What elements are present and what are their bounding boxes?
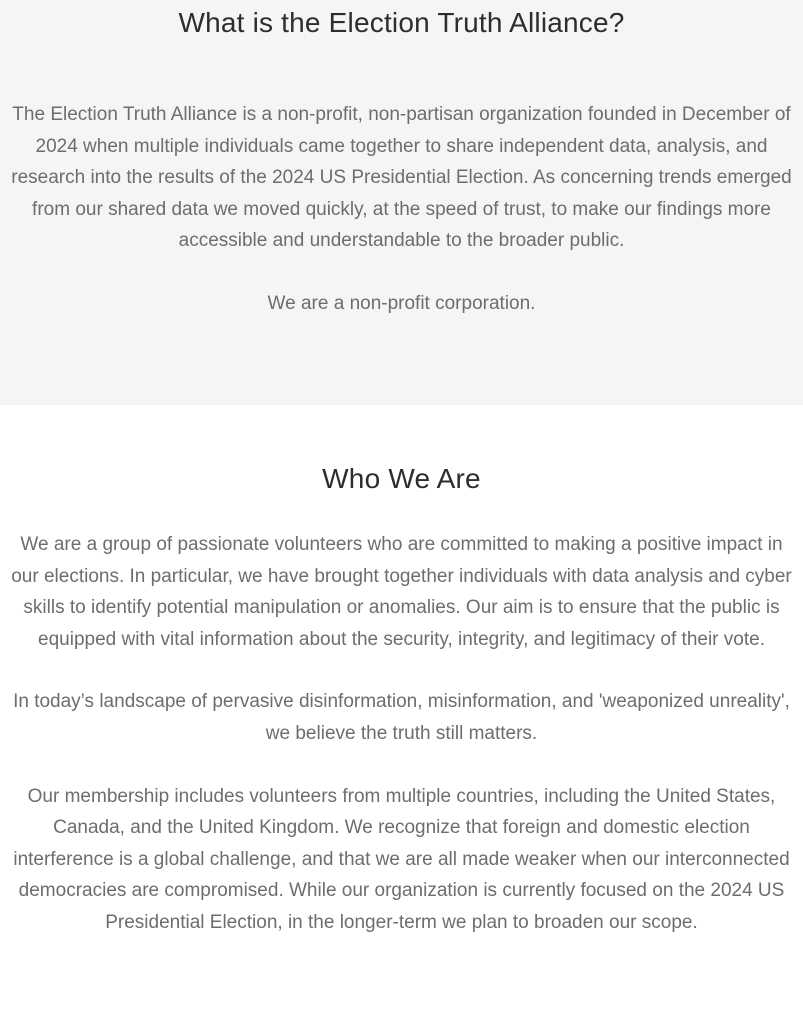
alliance-intro-paragraph: The Election Truth Alliance is a non-profit, non-partisan organization founded in December of 2024 when multiple individuals came together to share independent data, analysis, and research into the results of the 2024 US Presidential Election. As concerning trends emerged from our shared data we moved quickly, at the speed of trust, to make our findings more accessible and understandable to the broader public. xyxy=(11,104,792,252)
section-who-we-are xyxy=(0,405,803,1023)
what-is-alliance-heading: What is the Election Truth Alliance? xyxy=(178,7,625,38)
membership-paragraph: Our membership includes volunteers from multiple countries, including the United States, Canada, and the United Kingdom. We recognize that foreign and domestic election interference is a global challenge, and that we are all made weaker when our interconnected democracies are compromised. While our organization is currently focused on the 2024 US Presidential Election, in the longer-term we plan to broaden our scope. xyxy=(13,785,790,933)
non-profit-corporation-paragraph: We are a non-profit corporation. xyxy=(267,292,536,314)
who-we-are-heading: Who We Are xyxy=(322,463,481,494)
truth-matters-paragraph: In today’s landscape of pervasive disinformation, misinformation, and 'weaponized unreality', we believe the truth still matters. xyxy=(13,691,790,744)
volunteers-paragraph: We are a group of passionate volunteers who are committed to making a positive impact in our elections. In particular, we have brought together individuals with data analysis and cyber skills to identify potential manipulation or anomalies. Our aim is to ensure that the public is equipped with vital information about the security, integrity, and legitimacy of their vote. xyxy=(11,534,792,650)
section-what-is-alliance xyxy=(0,0,803,405)
